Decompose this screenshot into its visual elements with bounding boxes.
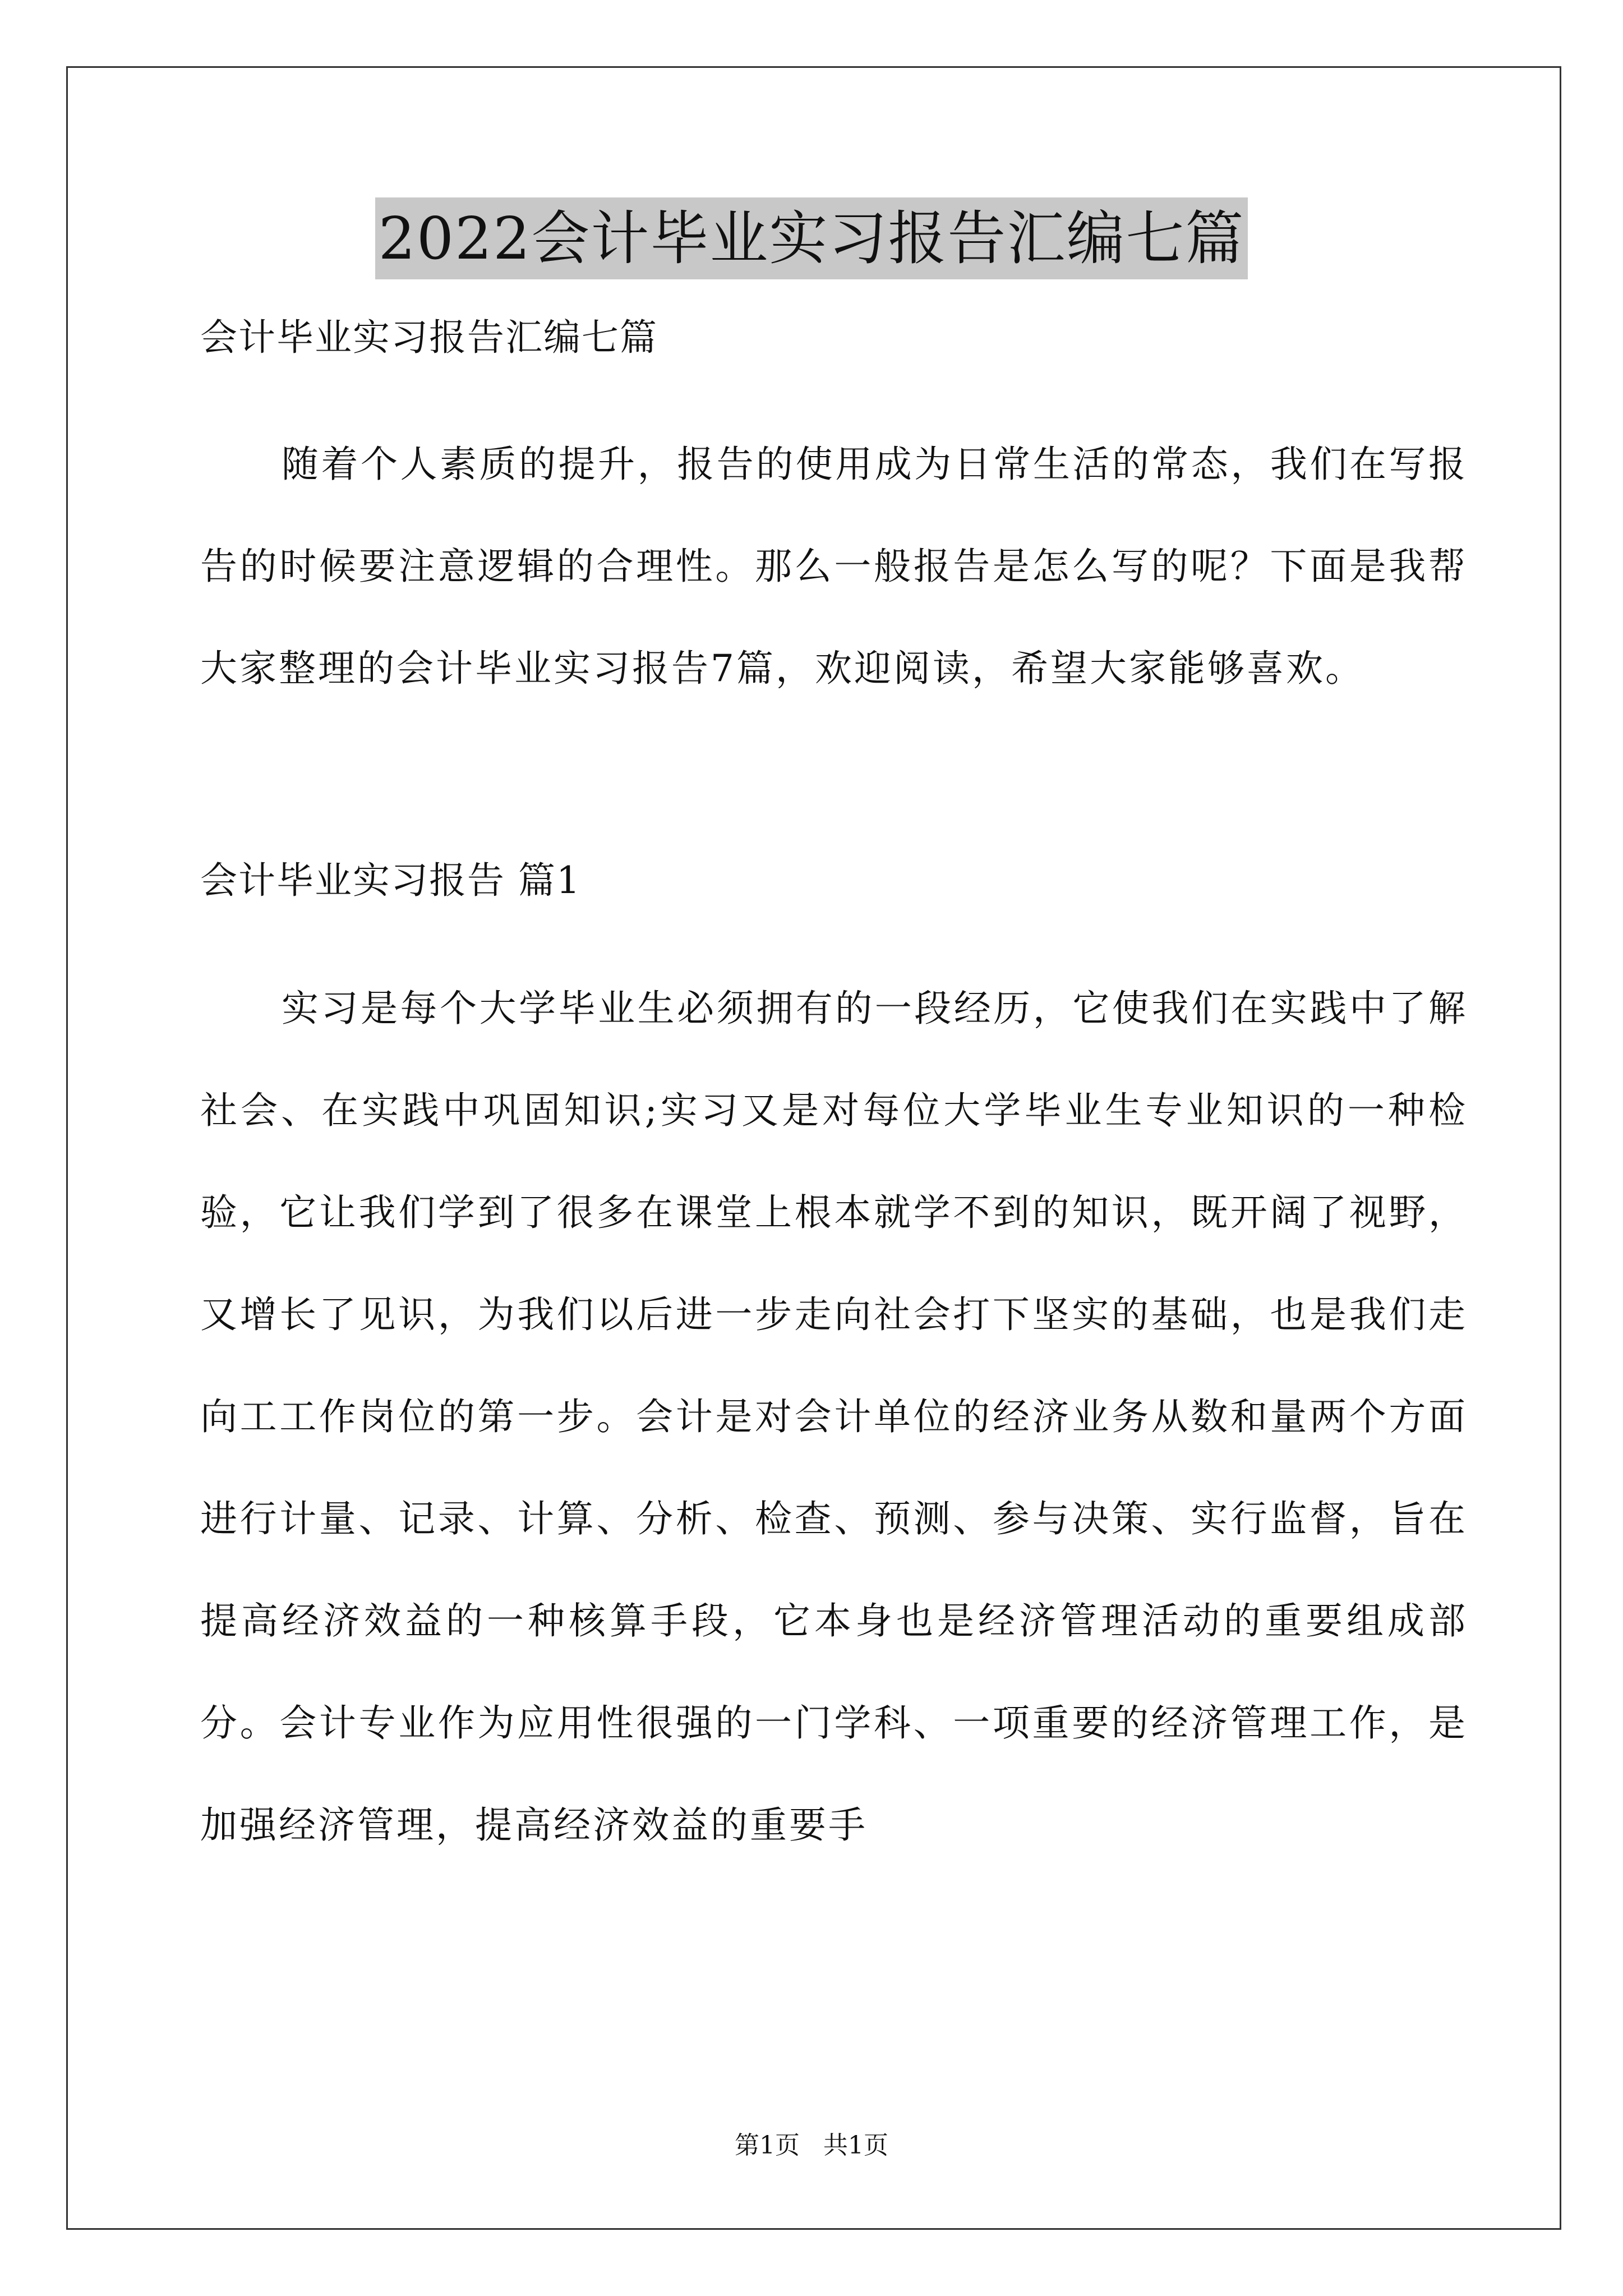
section-paragraph: 实习是每个大学毕业生必须拥有的一段经历，它使我们在实践中了解社会、在实践中巩固知识;实习又是对每位大学毕业生专业知识的一种检验，它让我们学到了很多在课堂上根本就学不到的知识，既开阔了视野，又增长了见识，为我们以后进一步走向社会打下坚实的基础，也是我们走向工工作岗位的第一步。会计是对会计单位的经济业务从数和量两个方面进行计量、记录、计算、分析、检查、预测、参与决策、实行监督，旨在提高经济效益的一种核算手段，它本身也是经济管理活动的重要组成部分。会计专业作为应用性很强的一门学科、一项重要的经济管理工作，是加强经济管理，提高经济效益的重要手 [200, 987, 1468, 1847]
title-container [0, 197, 1623, 279]
document-subtitle: 会计毕业实习报告汇编七篇 [200, 316, 658, 359]
document-title: 2022会计毕业实习报告汇编七篇 [375, 197, 1248, 279]
document-body [200, 312, 1468, 1876]
page-footer [0, 2129, 1623, 2162]
intro-paragraph: 随着个人素质的提升，报告的使用成为日常生活的常态，我们在写报告的时候要注意逻辑的合理性。那么一般报告是怎么写的呢？下面是我帮大家整理的会计毕业实习报告7篇，欢迎阅读，希望大家能够喜欢。 [200, 443, 1468, 690]
page-count: 共1页 [823, 2131, 888, 2160]
section-heading: 会计毕业实习报告 篇1 [200, 859, 581, 902]
page-number: 第1页 [735, 2131, 800, 2160]
